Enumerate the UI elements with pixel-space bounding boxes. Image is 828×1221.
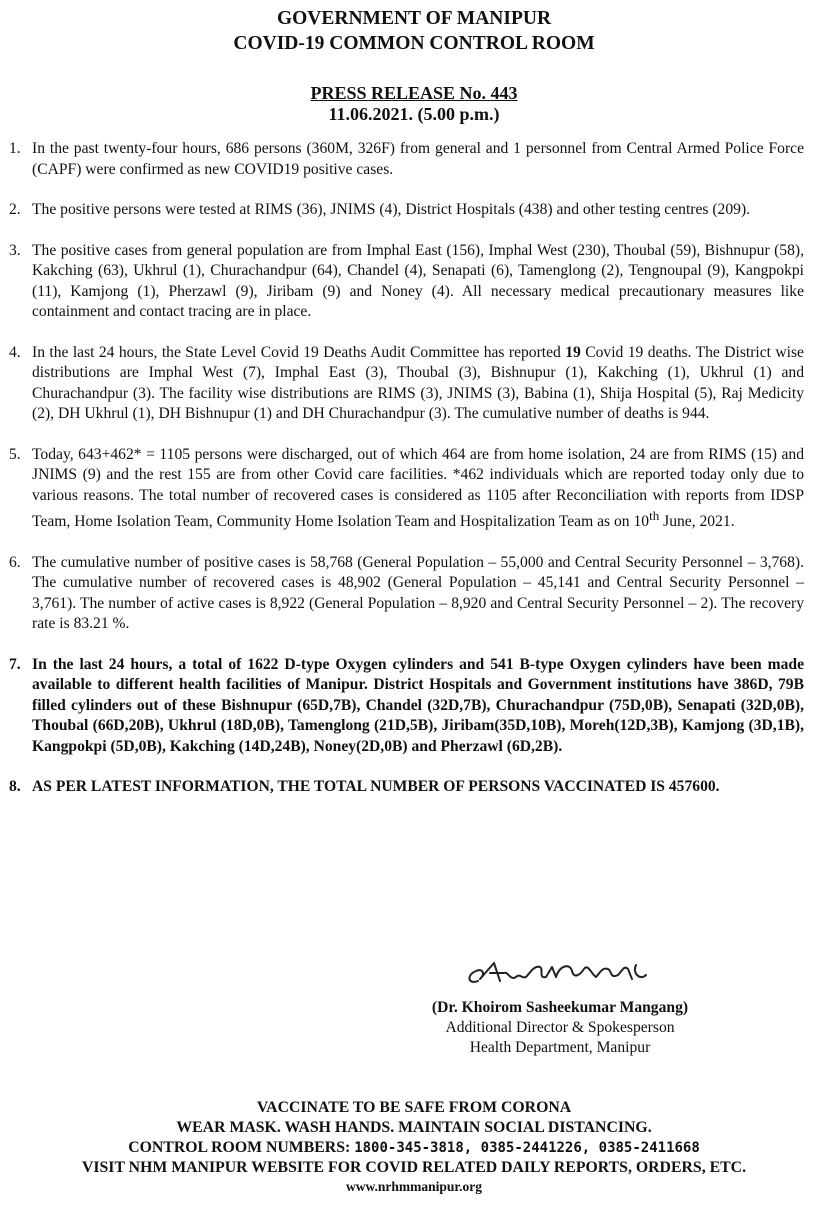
- list-item: [0, 200, 828, 221]
- list-item: [0, 445, 828, 533]
- item-number: 4.: [9, 343, 21, 361]
- item-number: 1.: [9, 140, 21, 157]
- item-number: 2.: [9, 201, 21, 218]
- item-text-part: June, 2021.: [659, 513, 735, 531]
- control-room-title: COVID-19 COMMON CONTROL ROOM: [233, 33, 595, 54]
- item-number: 6.: [9, 553, 21, 571]
- item-text: In the past twenty-four hours, 686 persons (360M, 326F) from general and 1 personnel from Central Armed Police Force (CAPF) were confirmed as new COVID19 positive cases.: [32, 140, 804, 178]
- handwritten-signature: [460, 955, 660, 989]
- vaccinate-slogan: VACCINATE TO BE SAFE FROM CORONA: [256, 1099, 572, 1116]
- signatory-name: (Dr. Khoirom Sasheekumar Mangang): [431, 999, 689, 1016]
- safety-slogan: WEAR MASK. WASH HANDS. MAINTAIN SOCIAL DISTANCING.: [176, 1119, 652, 1136]
- item-text-part: Today, 643+462* = 1105 persons were discharged, out of which 464 are from home isolation, 24 are from RIMS (15) and JNIMS (9) and the rest 155 are from other Covid care facilities. *462 individuals which are reported today only due to various reasons. The total number of recovered cases is considered as 1105 after Reconciliation with reports from IDSP Team, Home Isolation Team, Community Home Isolation Team and Hospitalization Team as on 10: [32, 445, 804, 531]
- signatory-designation: Additional Director & Spokesperson: [445, 1019, 675, 1036]
- document-header: [0, 0, 828, 56]
- item-text: In the last 24 hours, a total of 1622 D-type Oxygen cylinders and 541 B-type Oxygen cylinders have been made available to different health facilities of Manipur. District Hospitals and Government institutions have 386D, 79B filled cylinders out of these Bishnupur (65D,7B), Chandel (32D,7B), Churachandpur (75D,0B), Senapati (32D,0B), Thoubal (66D,20B), Ukhrul (18D,0B), Tamenglong (21D,5B), Jiribam(35D,10B), Moreh(12D,3B), Kamjong (3D,1B), Kangpokpi (5D,0B), Kakching (14D,24B), Noney(2D,0B) and Pherzawl (6D,2B).: [32, 655, 804, 755]
- item-number: 7.: [9, 655, 21, 673]
- item-text: The cumulative number of positive cases is 58,768 (General Population – 55,000 and Central Security Personnel – 3,768). The cumulative number of recovered cases is 48,902 (General Population – 45,141 and Central Security Personnel – 3,761). The number of active cases is 8,922 (General Population – 8,920 and Central Security Personnel – 2). The recovery rate is 83.21 %.: [32, 553, 804, 633]
- list-item: [0, 553, 828, 635]
- control-room-label: CONTROL ROOM NUMBERS:: [128, 1139, 355, 1156]
- list-item: [0, 139, 828, 180]
- ordinal-suffix: th: [649, 508, 660, 523]
- list-item: [0, 343, 828, 425]
- item-text: The positive cases from general population are from Imphal East (156), Imphal West (230), Thoubal (59), Bishnupur (58), Kakching (63), Ukhrul (1), Churachandpur (64), Chandel (4), Senapati (6), Tamenglong (2), Tengnoupal (9), Kangpokpi (11), Kamjong (1), Pherzawl (9), Jiribam (9) and Noney (4). All necessary medical precautionary measures like containment and contact tracing are in place.: [32, 241, 804, 320]
- list-item: [0, 241, 828, 323]
- item-number: 8.: [9, 778, 21, 796]
- list-item: [0, 655, 828, 758]
- footer-notice: [0, 1098, 828, 1196]
- website-notice: VISIT NHM MANIPUR WEBSITE FOR COVID RELATED DAILY REPORTS, ORDERS, ETC.: [81, 1159, 747, 1176]
- press-release-number: PRESS RELEASE No. 443: [310, 83, 518, 103]
- item-number: 5.: [9, 445, 21, 463]
- control-room-numbers: [0, 1138, 828, 1158]
- release-heading: [0, 82, 828, 125]
- government-title: GOVERNMENT OF MANIPUR: [276, 8, 552, 29]
- item-number: 3.: [9, 241, 21, 259]
- signatory-department: Health Department, Manipur: [469, 1039, 651, 1056]
- item-text-part: In the last 24 hours, the State Level Covid 19 Deaths Audit Committee has reported: [32, 343, 566, 361]
- list-item: [0, 777, 828, 798]
- item-text: AS PER LATEST INFORMATION, THE TOTAL NUMBER OF PERSONS VACCINATED IS 457600.: [32, 778, 720, 796]
- deaths-count: 19: [565, 343, 581, 361]
- signature-block: [380, 955, 740, 1058]
- item-text: The positive persons were tested at RIMS (36), JNIMS (4), District Hospitals (438) and other testing centres (209).: [32, 201, 751, 218]
- phone-numbers: 1800-345-3818, 0385-2441226, 0385-2411668: [354, 1140, 700, 1156]
- release-date: 11.06.2021. (5.00 p.m.): [328, 104, 500, 124]
- item-text-part: Covid 19 deaths. The District wise distributions are Imphal West (7), Imphal East (3), Thoubal (3), Bishnupur (1), Kakching (1), Ukhrul (1) and Churachandpur (3). The facility wise distributions are RIMS (3), JNIMS (3), Babina (1), Shija Hospital (5), Raj Medicity (2), DH Ukhrul (1), DH Bishnupur (1) and DH Churachandpur (3). The cumulative number of deaths is 944.: [32, 343, 804, 422]
- release-items-list: [0, 139, 828, 798]
- website-link[interactable]: www.nrhmmanipur.org: [345, 1179, 483, 1194]
